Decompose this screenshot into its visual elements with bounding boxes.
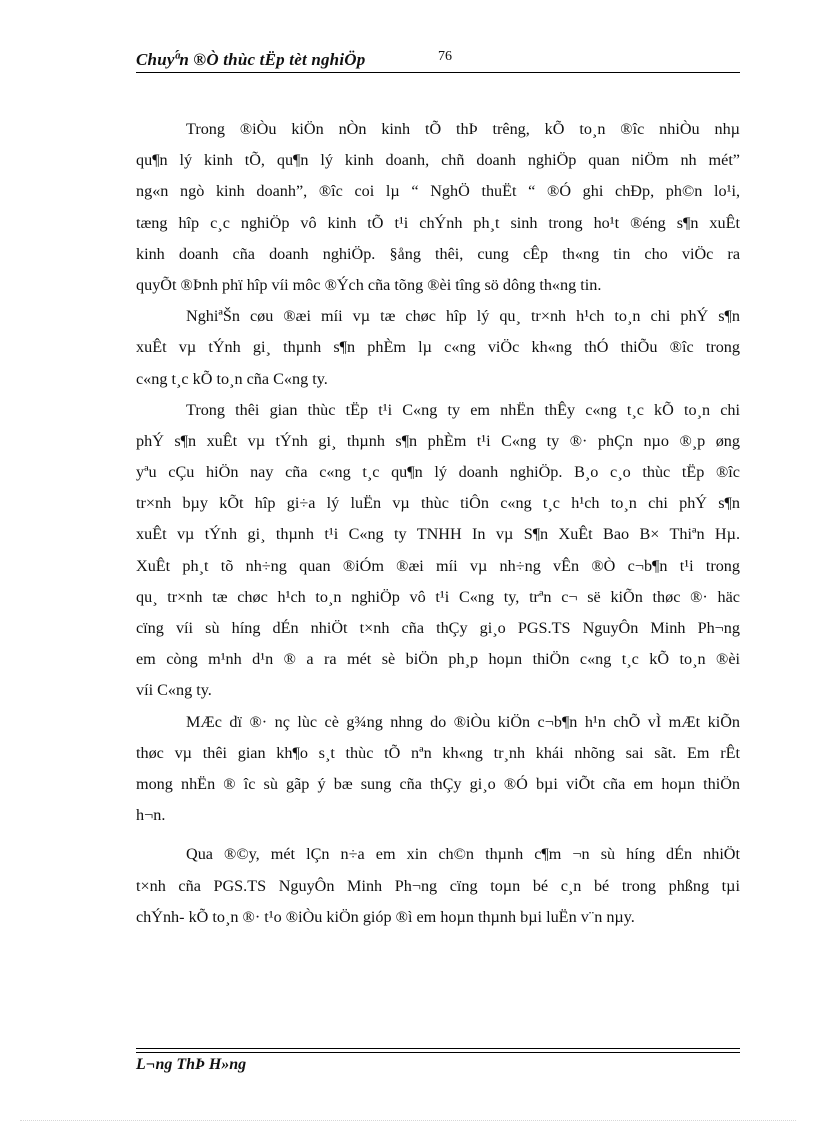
text-line: tr×nh bµy kÕt hîp gi÷a lý luËn vµ thùc tiÔn c«ng t¸c h¹ch to¸n chi phÝ s¶n: [136, 494, 740, 513]
header-title: Chuyª́n ®Ò thùc tËp tèt nghiÖp: [136, 50, 366, 69]
footer-rule-bottom: [136, 1052, 740, 1053]
footer-author: L¬ng ThÞ H»ng: [136, 1056, 247, 1073]
header-rule: [136, 72, 740, 73]
text-line: Trong thêi gian thùc tËp t¹i C«ng ty em nhËn thÊy c«ng t¸c kÕ to¸n chi: [186, 400, 740, 419]
text-line: XuÊt ph¸t tõ nh÷ng quan ®iÓm ®æi míi vµ nh÷ng vÊn ®Ò c¬b¶n t¹i trong: [136, 556, 740, 575]
paragraph-3: [136, 395, 740, 707]
page-header: [136, 46, 740, 74]
text-line: MÆc dï ®· nç lùc cè g¾ng nhng do ®iÒu kiÖn c¬b¶n h¹n chÕ vÌ mÆt kiÕn: [186, 712, 740, 731]
text-line: kinh doanh cña doanh nghiÖp. §ång thêi, cung cÊp th«ng tin cho viÖc ra: [136, 244, 740, 263]
text-line: Qua ®©y, mét lÇn n÷a em xin ch©n thµnh c¶m ¬n sù híng dÉn nhiÖt: [186, 845, 740, 864]
text-line: chÝnh- kÕ to¸n ®· t¹o ®iÒu kiÖn gióp ®ì em hoµn thµnh bµi luËn v¨n nµy.: [136, 907, 635, 926]
text-line: tæng hîp c¸c nghiÖp vô kinh tÕ t¹i chÝnh ph¸t sinh trong ho¹t ®éng s¶n xuÊt: [136, 213, 740, 232]
text-line: h¬n.: [136, 806, 166, 825]
text-line: Trong ®iÒu kiÖn nÒn kinh tÕ thÞ trêng, kÕ to¸n ®îc nhiÒu nhµ: [186, 120, 740, 138]
text-line: t×nh cña PGS.TS NguyÔn Minh Ph¬ng cïng toµn bé c¸n bé trong phßng tµi: [136, 876, 740, 895]
text-line: NghiªŠn cøu ®æi míi vµ tæ chøc hîp lý qu¸ tr×nh h¹ch to¸n chi phÝ s¶n: [186, 307, 740, 326]
text-line: víi C«ng ty.: [136, 681, 212, 700]
paragraph-5: [136, 839, 740, 933]
paragraph-4: [136, 707, 740, 832]
text-line: yªu cÇu hiÖn nay cña c«ng t¸c qu¶n lý doanh nghiÖp. B¸o c¸o thùc tËp ®îc: [136, 463, 740, 482]
footer-rule-top: [136, 1048, 740, 1049]
text-line: qu¸ tr×nh tæ chøc h¹ch to¸n nghiÖp vô t¹i C«ng ty, trªn c¬ së kiÕn thøc ®· häc: [136, 587, 740, 606]
paragraph-1: [136, 114, 740, 301]
text-line: qu¶n lý kinh tÕ, qu¶n lý kinh doanh, chñ doanh nghiÖp quan niÖm nh mét”: [136, 151, 740, 170]
text-line: xuÊt vµ tÝnh gi¸ thµnh t¹i C«ng ty TNHH In vµ S¶n XuÊt Bao B× Thiªn Hµ.: [136, 525, 740, 544]
text-line: xuÊt vµ tÝnh gi¸ thµnh s¶n phÈm lµ c«ng viÖc kh«ng thÓ thiÕu ®îc trong: [136, 338, 740, 357]
text-line: ng«n ngò kinh doanh”, ®îc coi lµ “ NghÖ thuËt “ ®Ó ghi chÐp, ph©n lo¹i,: [136, 182, 740, 201]
text-line: cïng víi sù híng dÉn nhiÖt t×nh cña thÇy gi¸o PGS.TS NguyÔn Minh Ph¬ng: [136, 619, 740, 637]
document-body: [136, 114, 740, 933]
paragraph-gap: [136, 831, 740, 839]
page-number: 76: [438, 49, 452, 64]
page-edge-divider: [20, 1120, 796, 1121]
text-line: thøc vµ thêi gian kh¶o s¸t thùc tÕ nªn kh«ng tr¸nh khái nhõng sai sãt. Em rÊt: [136, 743, 740, 762]
text-line: em còng m¹nh d¹n ® a ra mét sè biÖn ph¸p hoµn thiÖn c«ng t¸c kÕ to¸n ®èi: [136, 650, 740, 669]
text-line: mong nhËn ® îc sù gãp ý bæ sung cña thÇy gi¸o ®Ó bµi viÕt cña em hoµn thiÖn: [136, 774, 740, 793]
text-line: c«ng t¸c kÕ to¸n cña C«ng ty.: [136, 369, 328, 388]
text-line: phÝ s¶n xuÊt vµ tÝnh gi¸ thµnh s¶n phÈm t¹i C«ng ty ®· phÇn nµo ®¸p øng: [136, 431, 740, 450]
text-line: quyÕt ®Þnh phï hîp víi môc ®Ých cña tõng ®èi tîng sö dông th«ng tin.: [136, 275, 602, 294]
paragraph-2: [136, 301, 740, 395]
